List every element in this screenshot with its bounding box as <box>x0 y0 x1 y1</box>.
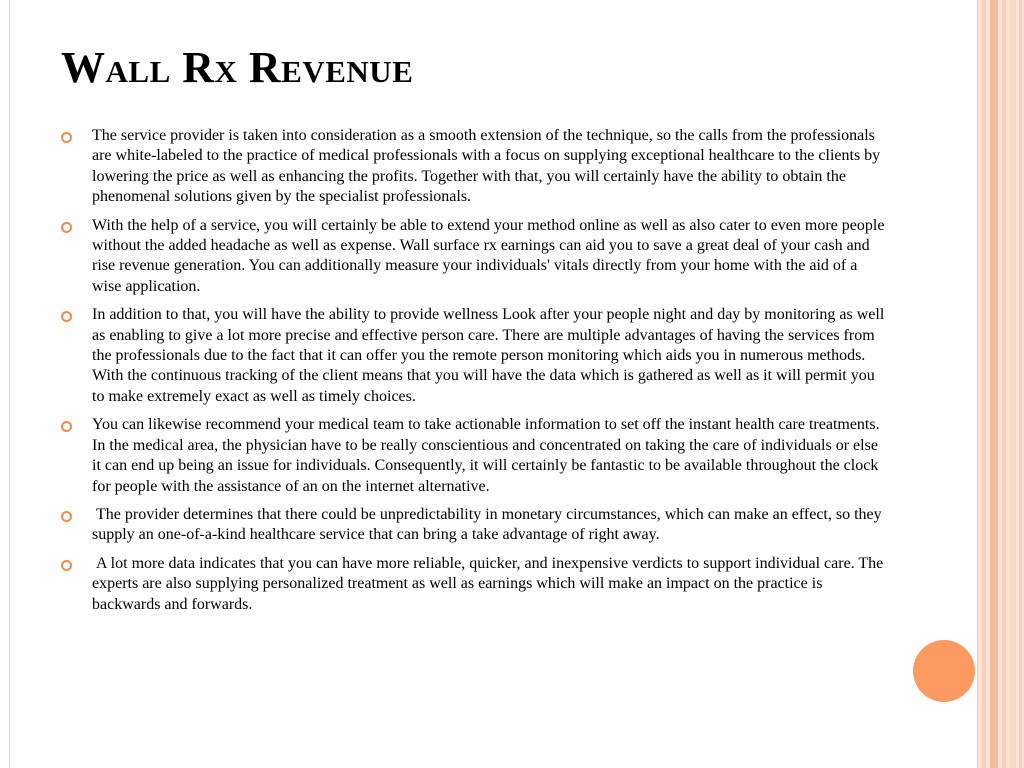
ring-bullet-icon <box>61 560 72 571</box>
decorative-stripe <box>982 0 986 768</box>
bullet-text: You can likewise recommend your medical team to take actionable information to set off the instant health care treatments. In the medical area, the physician have to be really conscientious and concentrated on taking the care of individuals or else it can end up being an issue for individuals. Consequently, it will certainly be fantastic to be available throughout the clock for people with the assistance of an on the internet alternative. <box>92 416 884 495</box>
decorative-stripe <box>1019 0 1022 768</box>
ring-bullet-icon <box>61 511 72 522</box>
ring-bullet-icon <box>61 132 72 143</box>
bullet-item <box>60 126 890 208</box>
bullet-item <box>60 554 890 615</box>
bullet-text: In addition to that, you will have the ability to provide wellness Look after your people night and day by monitoring as well as enabling to give a lot more precise and effective person care. There are multiple advantages of having the services from the professionals due to the fact that it can offer you the remote person monitoring which aids you in numerous methods. With the continuous tracking of the client means that you will have the data which is gathered as well as it will permit you to make extremely exact as well as timely choices. <box>92 306 889 405</box>
bullet-text: The service provider is taken into consideration as a smooth extension of the technique, so the calls from the professionals are white-labeled to the practice of medical professionals with a focus on supplying exceptional healthcare to the clients by lowering the price as well as enhancing the profits. Together with that, you will certainly have the ability to obtain the phenomenal solutions given by the specialist professionals. <box>92 127 885 206</box>
bullet-text: A lot more data indicates that you can have more reliable, quicker, and inexpensive verdicts to support individual care. The experts are also supplying personalized treatment as well as earnings which will make an impact on the practice is backwards and forwards. <box>92 554 888 613</box>
bullet-item <box>60 305 890 407</box>
bullet-text: With the help of a service, you will certainly be able to extend your method online as well as also cater to even more people without the added headache as well as expense. Wall surface rx earnings can aid you to save a great deal of your cash and rise revenue generation. You can additionally measure your individuals' vitals directly from your home with the aid of a wise application. <box>92 216 889 295</box>
ring-bullet-icon <box>61 311 72 322</box>
bullet-text: The provider determines that there could be unpredictability in monetary circumstances, which can make an effect, so they supply an one-of-a-kind healthcare service that can bring a take advantage of right away. <box>92 505 886 544</box>
bullet-item <box>60 415 890 497</box>
decorative-stripe <box>1002 0 1006 768</box>
ring-bullet-icon <box>61 421 72 432</box>
ring-bullet-icon <box>61 222 72 233</box>
bullet-item <box>60 505 890 546</box>
bullet-item <box>60 216 890 298</box>
decorative-orange-circle <box>913 640 975 702</box>
decorative-stripe <box>1010 0 1016 768</box>
bullet-list <box>60 126 890 623</box>
slide-title: Wall Rx Revenue <box>61 43 414 92</box>
decorative-stripe <box>990 0 998 768</box>
